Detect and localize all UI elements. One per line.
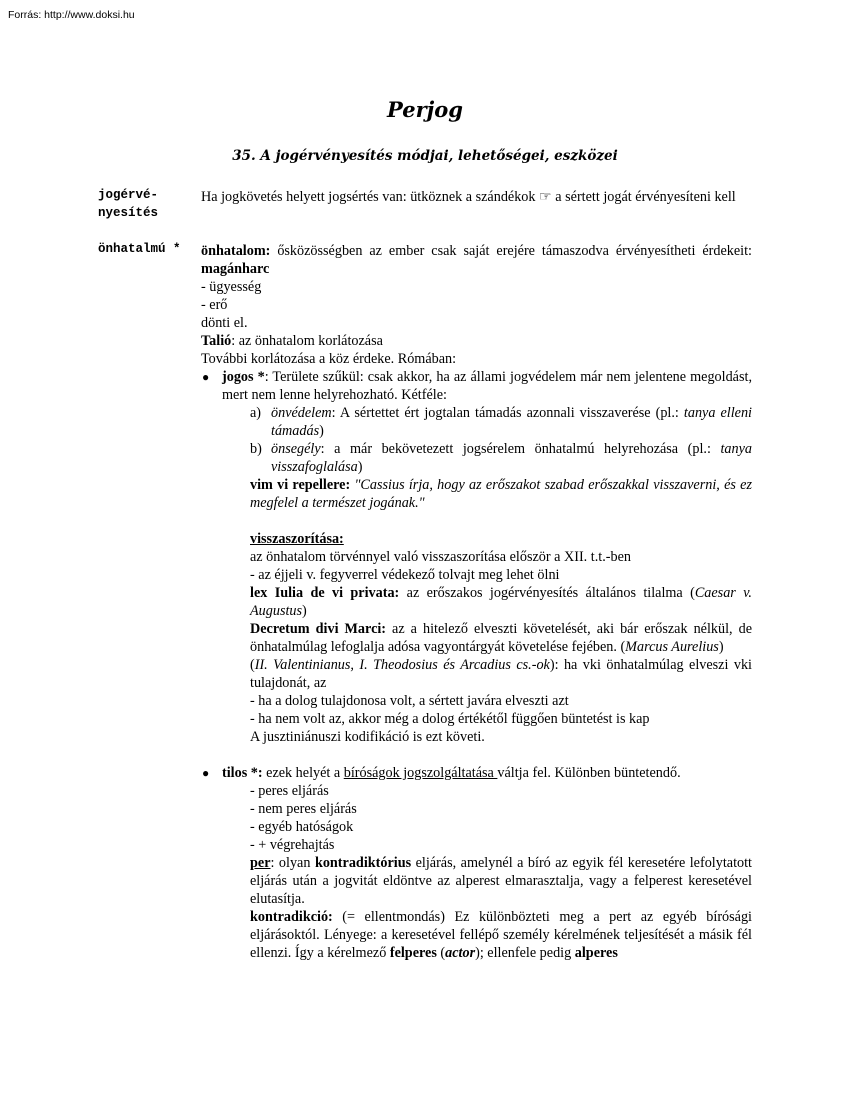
val-line: - ha a dolog tulajdonosa volt, a sértett javára elveszti azt bbox=[250, 693, 569, 709]
bullet-icon: ● bbox=[202, 370, 210, 384]
per-paragraph: per: olyan kontradiktórius eljárás, amelynél a bíró az egyik fél keresetére lefolytatott eljárás után a jogvitát eldöntve az alperest elmarasztalja, vagy a felperest keresetével elutasítja. bbox=[250, 855, 752, 907]
source-note: Forrás: http://www.doksi.hu bbox=[8, 9, 135, 21]
list-item: - + végrehajtás bbox=[250, 837, 335, 853]
jogos-bullet: ● jogos *: Területe szűkül: csak akkor, ha az állami jogvédelem már nem jelentene megoldást, mert nem lenne helyrehozható. Kétféle: bbox=[202, 369, 752, 403]
section-title: 35. A jogérvényesítés módjai, lehetőségei, eszközei bbox=[232, 148, 618, 164]
lex-iulia-paragraph: lex Iulia de vi privata: az erőszakos jogérvényesítés általános tilalma (Caesar v. Augustus) bbox=[250, 585, 752, 619]
visszaszoritasa-heading: visszaszorítása: bbox=[250, 531, 344, 547]
tilos-bullet: ● tilos *: ezek helyét a bíróságok jogszolgáltatása váltja fel. Különben büntetendő. bbox=[202, 765, 681, 781]
main-content bbox=[201, 242, 752, 962]
justinian-line: A jusztiniánuszi kodifikáció is ezt követi. bbox=[250, 729, 485, 745]
page-title: Perjog bbox=[387, 97, 463, 122]
margin-label-jogervenyesites: jogérvé- nyesítés bbox=[98, 188, 159, 220]
list-item: - erő bbox=[201, 297, 228, 313]
sub-item-b: b) önsegély: a már bekövetezett jogsérelem önhatalmú helyrehozása (pl.: tanya visszafoglalása) bbox=[250, 441, 752, 475]
bullet-icon: ● bbox=[202, 766, 210, 780]
list-item: - egyéb hatóságok bbox=[250, 819, 354, 835]
kontradikcio-paragraph: kontradikció: (= ellentmondás) Ez különbözteti meg a pert az egyéb bírósági eljárásoktól. Lényege: a keresetével fellépő személy kérelmének teljesítését a másik fél ellenzi. Így a kérelmező felperes (actor); ellenfele pedig alperes bbox=[250, 909, 752, 961]
val-line: - ha nem volt az, akkor még a dolog értékétől függően büntetést is kap bbox=[250, 711, 650, 727]
margin-label-onhatalmu: önhatalmú * bbox=[98, 242, 181, 256]
list-item: dönti el. bbox=[201, 315, 248, 331]
list-item: - nem peres eljárás bbox=[250, 801, 357, 817]
onhatalom-paragraph: önhatalom: ősközösségben az ember csak saját erejére támaszodva érvényesítheti érdekeit: magánharc bbox=[201, 243, 752, 277]
list-item: - ügyesség bbox=[201, 279, 262, 295]
further-line: További korlátozása a köz érdeke. Rómában: bbox=[201, 351, 457, 367]
valentinianus-paragraph: (II. Valentinianus, I. Theodosius és Arcadius cs.-ok): ha vki önhatalmúlag elveszi vki tulajdonát, az bbox=[250, 657, 752, 691]
vissz-line: az önhatalom törvénnyel való visszaszorítása először a XII. t.t.-ben bbox=[250, 549, 631, 565]
decretum-paragraph: Decretum divi Marci: az a hitelező elveszti követelését, aki bár erőszak nélkül, de önhatalmúlag lefoglalja adósa vagyontárgyát követelése fejében. (Marcus Aurelius) bbox=[250, 621, 752, 655]
talio-line: Talió: az önhatalom korlátozása bbox=[201, 333, 383, 349]
vissz-line: - az éjjeli v. fegyverrel védekező tolvajt meg lehet ölni bbox=[250, 567, 560, 583]
sub-item-a: a) önvédelem: A sértettet ért jogtalan támadás azonnali visszaverése (pl.: tanya elleni támadás) bbox=[250, 405, 752, 439]
vim-quote: vim vi repellere: "Cassius írja, hogy az erőszakot szabad erőszakkal visszaverni, és ez megfelel a természet jogának." bbox=[250, 477, 752, 511]
intro-paragraph: Ha jogkövetés helyett jogsértés van: ütköznek a szándékok ☞ a sértett jogát érvényesíteni kell bbox=[201, 189, 736, 205]
list-item: - peres eljárás bbox=[250, 783, 329, 799]
